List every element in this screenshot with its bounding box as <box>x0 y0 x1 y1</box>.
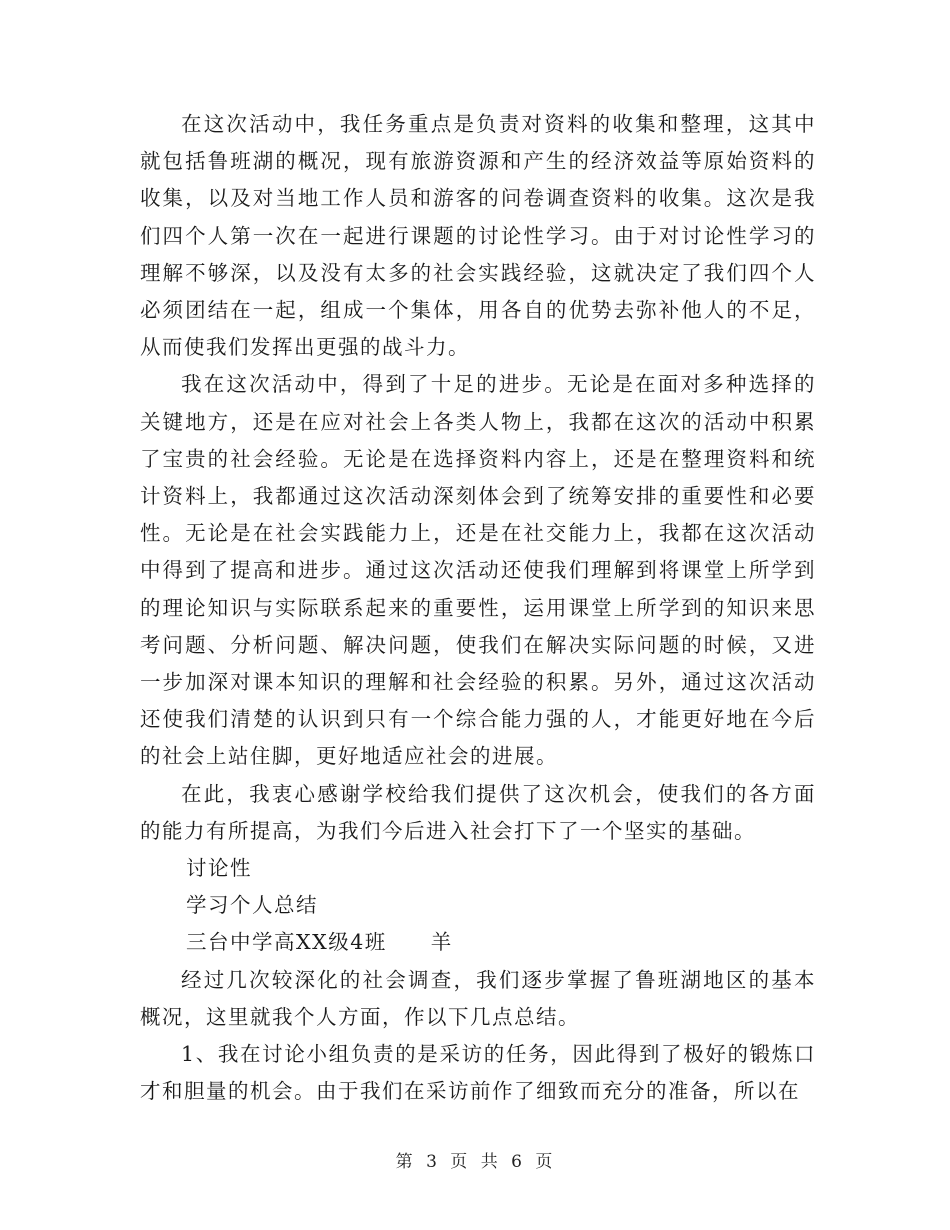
paragraph-progress: 我在这次活动中，得到了十足的进步。无论是在面对多种选择的关键地方，还是在应对社会上各类人物上，我都在这次的活动中积累了宝贵的社会经验。无论是在选择资料内容上，还是在整理资料和统计资料上，我都通过这次活动深刻体会到了统筹安排的重要性和必要性。无论是在社会实践能力上，还是在社交能力上，我都在这次活动中得到了提高和进步。通过这次活动还使我们理解到将课堂上所学到的理论知识与实际联系起来的重要性，运用课堂上所学到的知识来思考问题、分析问题、解决问题，使我们在解决实际问题的时候，又进一步加深对课本知识的理解和社会经验的积累。另外，通过这次活动还使我们清楚的认识到只有一个综合能力强的人，才能更好地在今后的社会上站住脚，更好地适应社会的进展。 <box>140 372 816 769</box>
author-line: 三台中学高XX级4班 羊 <box>186 930 453 955</box>
paragraph-thanks: 在此，我衷心感谢学校给我们提供了这次机会，使我们的各方面的能力有所提高，为我们今后进入社会打下了一个坚实的基础。 <box>140 781 816 843</box>
section-heading-line2: 学习个人总结 <box>186 893 318 918</box>
document-body <box>140 106 816 1110</box>
paragraph-point-1: 1、我在讨论小组负责的是采访的任务，因此得到了极好的锻炼口才和胆量的机会。由于我们在采访前作了细致而充分的准备，所以在 <box>140 1042 816 1104</box>
section-heading-line1: 讨论性 <box>186 856 252 881</box>
paragraph-activity-role: 在这次活动中，我任务重点是负责对资料的收集和整理，这其中就包括鲁班湖的概况，现有旅游资源和产生的经济效益等原始资料的收集，以及对当地工作人员和游客的问卷调查资料的收集。这次是我们四个人第一次在一起进行课题的讨论性学习。由于对讨论性学习的理解不够深，以及没有太多的社会实践经验，这就决定了我们四个人必须团结在一起，组成一个集体，用各自的优势去弥补他人的不足，从而使我们发挥出更强的战斗力。 <box>140 112 816 360</box>
page-number-footer: 第 3 页 共 6 页 <box>395 1152 555 1172</box>
paragraph-intro-summary: 经过几次较深化的社会调查，我们逐步掌握了鲁班湖地区的基本概况，这里就我个人方面，作以下几点总结。 <box>140 967 816 1029</box>
